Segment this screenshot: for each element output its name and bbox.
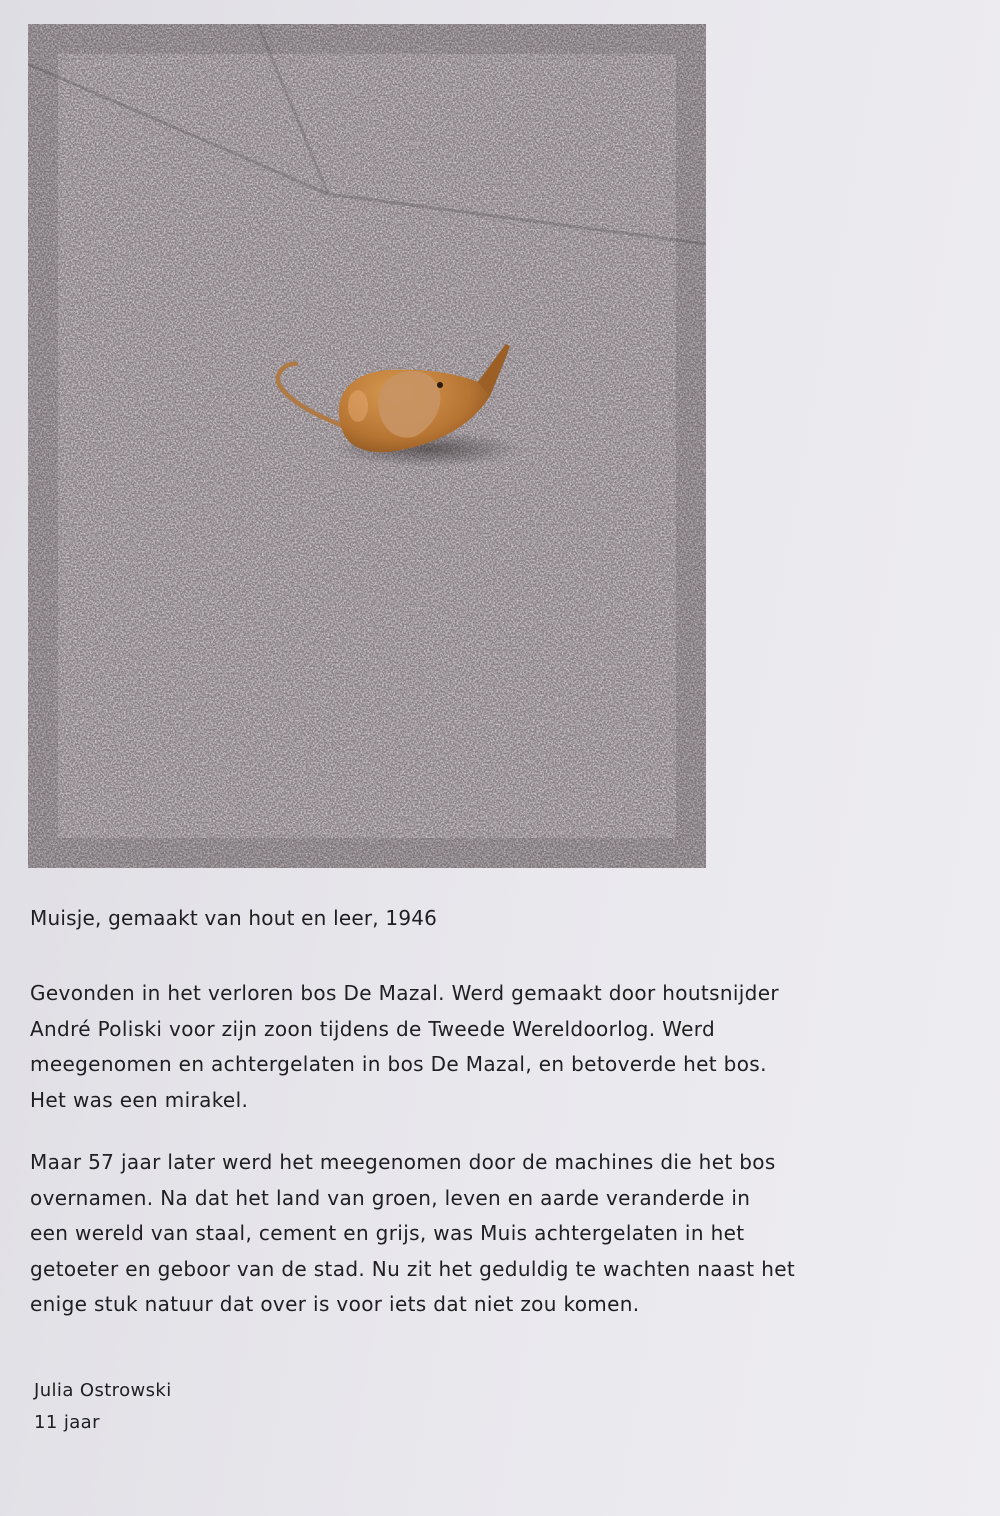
paragraph-line: overnamen. Na dat het land van groen, leven en aarde veranderde in xyxy=(30,1185,751,1210)
paragraph-line: André Poliski voor zijn zoon tijdens de Tweede Wereldoorlog. Werd xyxy=(30,1016,716,1041)
paragraph-line: getoeter en geboor van de stad. Nu zit het geduldig te wachten naast het xyxy=(30,1256,796,1281)
paragraph-line: enige stuk natuur dat over is voor iets dat niet zou komen. xyxy=(30,1292,640,1317)
mouse-figurine-icon xyxy=(28,24,706,868)
author-block xyxy=(34,1375,172,1439)
author-age: 11 jaar xyxy=(34,1412,100,1433)
paragraph-line: Het was een mirakel. xyxy=(30,1087,249,1112)
paragraph-line: een wereld van staal, cement en grijs, was Muis achtergelaten in het xyxy=(30,1221,745,1246)
paragraph-line: Gevonden in het verloren bos De Mazal. Werd gemaakt door houtsnijder xyxy=(30,981,779,1005)
story-paragraph-2 xyxy=(30,1145,970,1323)
paragraph-line: meegenomen en achtergelaten in bos De Mazal, en betoverde het bos. xyxy=(30,1052,767,1077)
paragraph-line: Maar 57 jaar later werd het meegenomen door de machines die het bos xyxy=(30,1150,776,1174)
author-name: Julia Ostrowski xyxy=(34,1380,172,1401)
story-paragraph-1 xyxy=(30,976,970,1118)
object-caption: Muisje, gemaakt van hout en leer, 1946 xyxy=(30,906,438,930)
photo-mouse-on-granite xyxy=(28,24,706,868)
